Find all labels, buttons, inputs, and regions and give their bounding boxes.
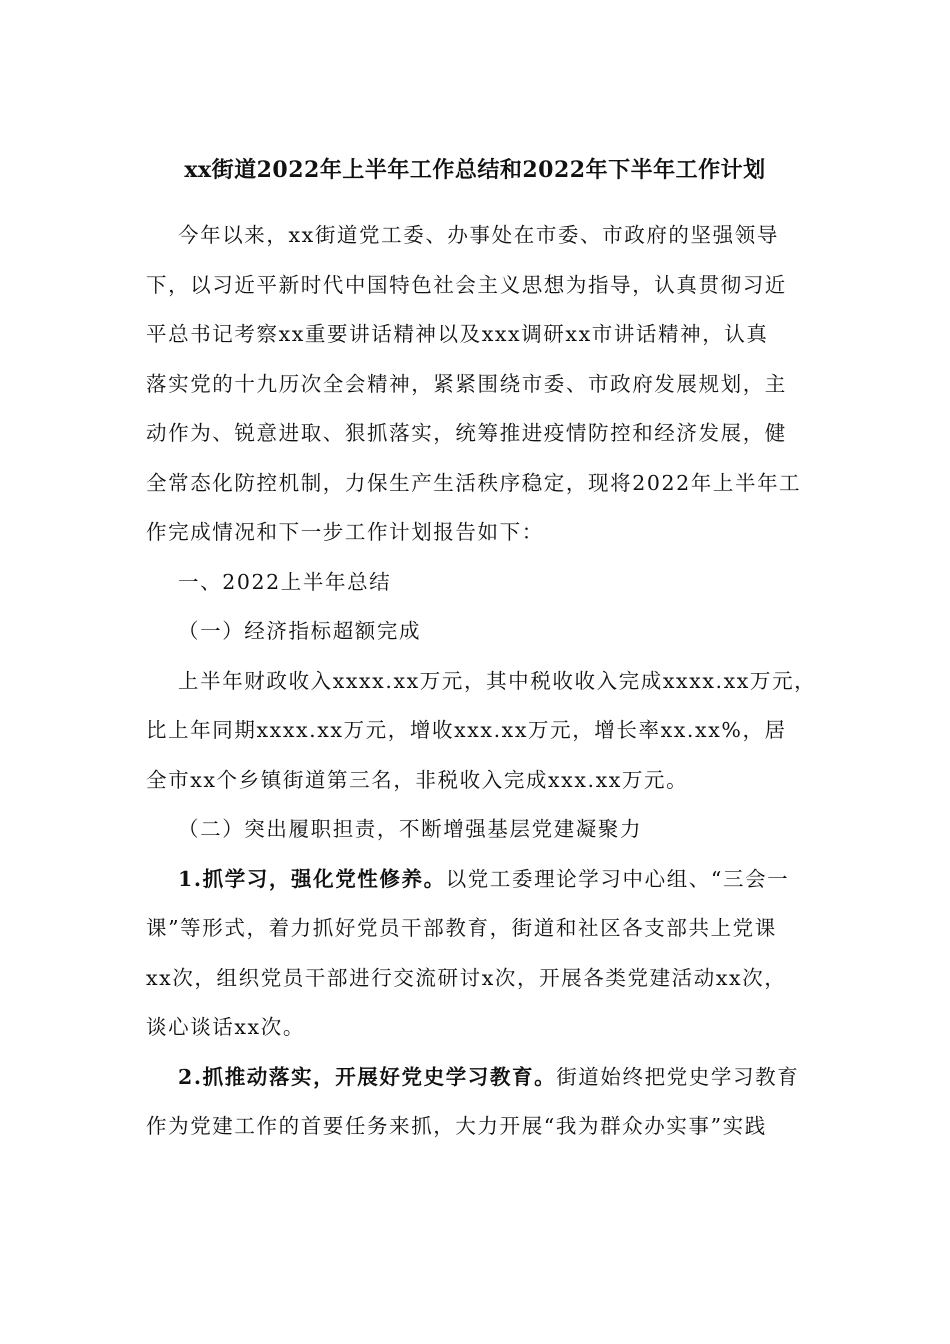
paragraph-line: 比上年同期xxxx.xx万元，增收xxx.xx万元，增长率xx.xx%，居 [146,718,787,742]
paragraph-line: 作为党建工作的首要任务来抓，大力开展“我为群众办实事”实践 [146,1114,767,1138]
paragraph-line: 谈心谈话xx次。 [146,1015,305,1039]
intro-line: 动作为、锐意进取、狠抓落实，统筹推进疫情防控和经济发展，健 [146,421,787,445]
subsection-heading: （一）经济指标超额完成 [178,619,422,643]
intro-line: 下，以习近平新时代中国特色社会主义思想为指导，认真贯彻习近 [146,272,787,297]
paragraph-line: xx次，组织党员干部进行交流研讨x次，开展各类党建活动xx次， [146,965,787,990]
subsection-heading: （二）突出履职担责，不断增强基层党建凝聚力 [178,817,643,841]
item-text: 街道始终把党史学习教育 [556,1064,800,1089]
document-title: xx街道2022年上半年工作总结和2022年下半年工作计划 [184,157,766,183]
intro-line: 落实党的十九历次全会精神，紧紧围绕市委、市政府发展规划，主 [146,371,787,396]
item-text: 以党工委理论学习中心组、“三会一 [445,866,790,891]
document-body [146,211,817,1152]
paragraph-line: 上半年财政收入xxxx.xx万元，其中税收收入完成xxxx.xx万元， [178,668,817,693]
item-heading: 1.抓学习，强化党性修养。 [178,866,446,891]
item-heading: 2.抓推动落实，开展好党史学习教育。 [178,1064,557,1089]
item-first-line [146,1053,806,1103]
section-heading: 一、2022上半年总结 [178,569,392,594]
paragraph-line: 课”等形式，着力抓好党员干部教育，街道和社区各支部共上党课 [146,916,777,940]
intro-line: 全常态化防控机制，力保生产生活秩序稳定，现将2022年上半年工 [146,470,802,495]
intro-line: 作完成情况和下一步工作计划报告如下： [146,520,544,544]
intro-line: 今年以来，xx街道党工委、办事处在市委、市政府的坚强领导 [178,223,779,247]
intro-line: 平总书记考察xx重要讲话精神以及xxx调研xx市讲话精神，认真 [146,322,769,346]
paragraph-line: 全市xx个乡镇街道第三名，非税收入完成xxx.xx万元。 [146,767,689,792]
item-first-line [146,855,806,905]
